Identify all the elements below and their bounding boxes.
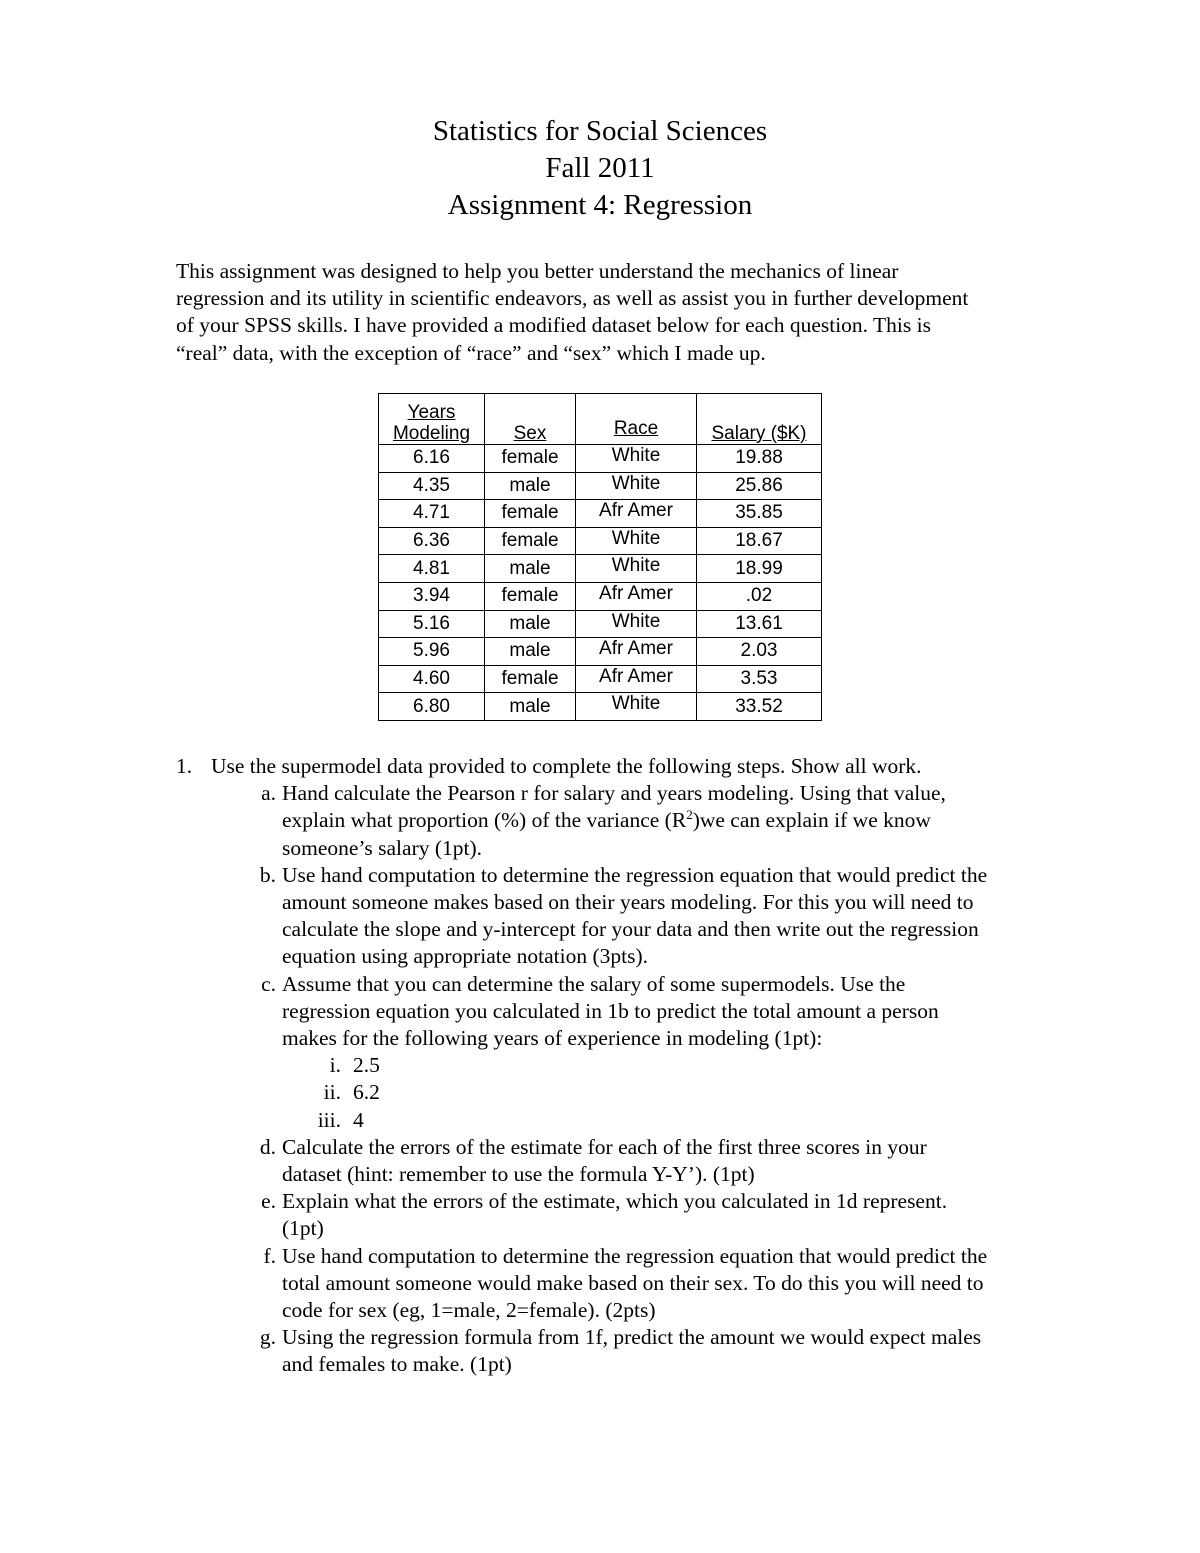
item-text: 4 [353,1107,364,1132]
cell-years: 6.80 [379,693,485,721]
subquestion-line: Use hand computation to determine the regression equation that would predict the [282,1243,988,1268]
table-row [379,638,822,666]
cell-sex: female [485,665,576,693]
item-text: 2.5 [353,1053,380,1078]
cell-salary: 3.53 [697,665,822,693]
subquestion-c [176,971,1096,1134]
cell-years: 5.16 [379,610,485,638]
cell-sex: female [485,500,576,528]
subquestion-line: dataset (hint: remember to use the formula Y-Y’). (1pt) [282,1162,755,1187]
subquestion-letter: e. [261,1189,276,1214]
cell-salary: .02 [697,582,822,610]
cell-race: Afr Amer [576,500,697,528]
subquestion-line: Calculate the errors of the estimate for each of the first three scores in your [282,1134,927,1159]
subquestion-line: Use hand computation to determine the regression equation that would predict the [282,862,988,887]
cell-years: 4.35 [379,472,485,500]
cell-salary: 25.86 [697,472,822,500]
subquestion-line: and females to make. (1pt) [282,1352,512,1377]
subquestion-line: Hand calculate the Pearson r for salary and years modeling. Using that value, [282,781,946,806]
subquestion-a [176,780,1096,862]
cell-race: White [576,555,697,583]
subquestion-f [176,1243,1096,1325]
subquestion-line: someone’s salary (1pt). [282,835,483,860]
cell-race: Afr Amer [576,665,697,693]
subquestion-b [176,862,1096,971]
cell-sex: female [485,445,576,473]
table-row [379,527,822,555]
cell-race: Afr Amer [576,582,697,610]
subquestion-line: makes for the following years of experience in modeling (1pt): [282,1026,823,1051]
item-number: i. [329,1053,341,1078]
table-row [379,555,822,583]
cell-sex: male [485,693,576,721]
subquestion-letter: g. [259,1325,276,1350]
question-text: Use the supermodel data provided to complete the following steps. Show all work. [211,754,922,778]
subquestion-line: (1pt) [282,1216,324,1241]
cell-sex: female [485,582,576,610]
cell-salary: 19.88 [697,445,822,473]
document-title [0,113,1200,224]
table-row [379,582,822,610]
table-row [379,445,822,473]
subquestion-line: equation using appropriate notation (3pts). [282,944,649,969]
table-header-row [379,394,822,445]
cell-sex: male [485,610,576,638]
subquestion-line: amount someone makes based on their years modeling. For this you will need to [282,890,974,915]
cell-race: White [576,610,697,638]
term: Fall 2011 [545,152,655,184]
subquestion-e [176,1188,1096,1242]
question-1 [176,753,1096,780]
subquestion-letter: f. [263,1243,276,1268]
item-text: 6.2 [353,1080,380,1105]
assignment-title: Assignment 4: Regression [447,189,753,221]
subquestion-letter: a. [261,781,276,806]
cell-years: 4.71 [379,500,485,528]
cell-years: 5.96 [379,638,485,666]
subquestion-letter: c. [261,971,276,996]
cell-salary: 35.85 [697,500,822,528]
intro-line: This assignment was designed to help you better understand the mechanics of linear [176,259,899,283]
intro-line: “real” data, with the exception of “race” and “sex” which I made up. [176,340,766,365]
cell-salary: 2.03 [697,638,822,666]
intro-paragraph [176,258,1076,367]
cell-salary: 18.99 [697,555,822,583]
subquestion-line: regression equation you calculated in 1b to predict the total amount a person [282,998,939,1023]
cell-salary: 13.61 [697,610,822,638]
cell-race: White [576,472,697,500]
cell-years: 3.94 [379,582,485,610]
header-salary: Salary ($K) [697,394,822,445]
table-row [379,665,822,693]
subquestion-line: calculate the slope and y-intercept for your data and then write out the regression [282,917,979,942]
cell-sex: male [485,472,576,500]
subquestion-d [176,1134,1096,1188]
supermodel-data-table [378,393,822,721]
cell-race: White [576,445,697,473]
intro-line: regression and its utility in scientific endeavors, as well as assist you in further development [176,286,969,311]
table-row [379,500,822,528]
question-list [176,753,1096,1379]
question-number: 1. [176,754,193,778]
cell-sex: male [485,555,576,583]
subquestion-line: Explain what the errors of the estimate, which you calculated in 1d represent. [282,1189,948,1214]
subquestion-letter: d. [259,1134,276,1159]
header-race: Race [576,394,697,445]
list-item [176,1079,1096,1106]
list-item [176,1052,1096,1079]
header-years-modeling: Years Modeling [379,394,485,445]
subquestion-g [176,1324,1096,1378]
cell-years: 6.36 [379,527,485,555]
item-number: iii. [317,1107,341,1132]
cell-sex: male [485,638,576,666]
cell-years: 4.81 [379,555,485,583]
cell-salary: 33.52 [697,693,822,721]
subquestion-line: total amount someone would make based on their sex. To do this you will need to [282,1270,984,1295]
subquestion-line: Using the regression formula from 1f, predict the amount we would expect males [282,1325,982,1350]
subquestion-line: explain what proportion (%) of the variance $(R^2)we$ can explain if we know [282,807,931,833]
table-row [379,610,822,638]
list-item [176,1107,1096,1134]
cell-race: White [576,693,697,721]
course-title: Statistics for Social Sciences [432,115,768,147]
cell-sex: female [485,527,576,555]
cell-years: 6.16 [379,445,485,473]
table-row [379,472,822,500]
subquestion-line: code for sex (eg, 1=male, 2=female). (2pts) [282,1298,656,1323]
cell-years: 4.60 [379,665,485,693]
subquestion-letter: b. [259,862,276,887]
cell-salary: 18.67 [697,527,822,555]
cell-race: White [576,527,697,555]
cell-race: Afr Amer [576,638,697,666]
table-row [379,693,822,721]
header-sex: Sex [485,394,576,445]
item-number: ii. [323,1080,341,1105]
intro-line: of your SPSS skills. I have provided a modified dataset below for each question. This is [176,313,931,338]
subquestion-line: Assume that you can determine the salary of some supermodels. Use the [282,971,906,996]
